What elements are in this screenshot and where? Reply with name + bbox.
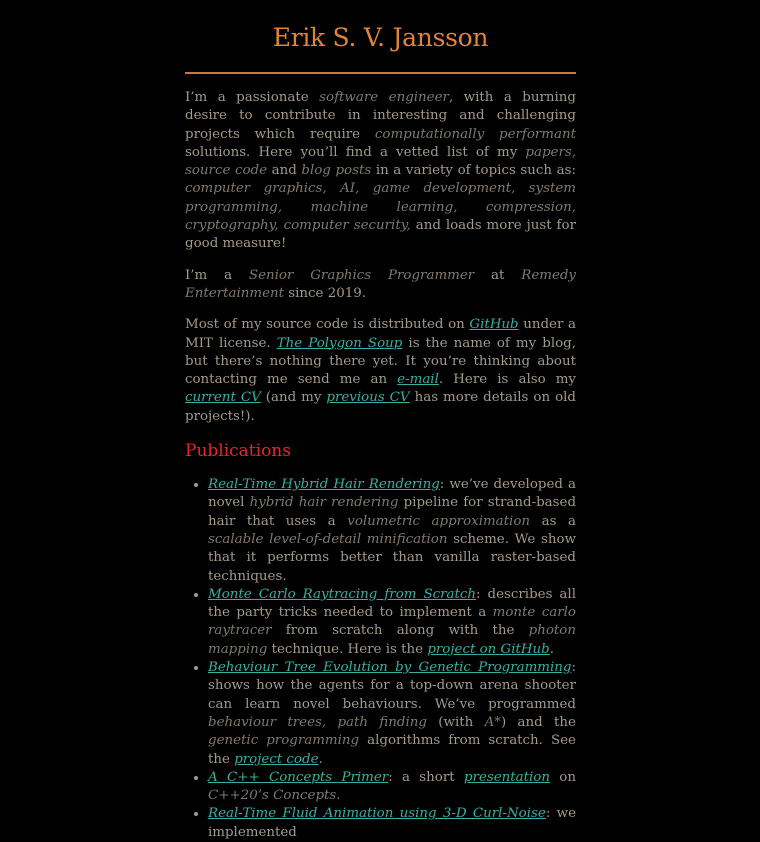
text-span: : we’ve developed a novel xyxy=(208,477,576,511)
text-span: : describes all the party tricks needed to implement a xyxy=(208,586,576,621)
emphasis: monte carlo raytracer xyxy=(208,605,576,639)
text-span: at xyxy=(474,267,522,283)
text-span: scheme. We show that it performs better than vanilla raster-based techniques. xyxy=(208,531,577,584)
emphasis: C++20’s Concepts. xyxy=(208,788,341,804)
text-span: has more details on old projects!). xyxy=(185,390,577,424)
emphasis-computationally-performant: computationally performant xyxy=(374,126,576,142)
list-item xyxy=(208,659,576,769)
text-span: : a short xyxy=(388,769,464,785)
text-span: I’m a passionate xyxy=(185,90,320,105)
emphasis-topics: computer graphics, AI, game development, system programming, machine learning, compression, cryptography, computer security, xyxy=(185,181,576,234)
emphasis-job-title: Senior Graphics Programmer xyxy=(248,267,475,283)
list-item xyxy=(208,586,576,659)
presentation-link[interactable]: presentation xyxy=(463,769,550,785)
page-title: Erik S. V. Jansson xyxy=(272,23,489,52)
raytracing-link[interactable]: Monte Carlo Raytracing from Scratch xyxy=(208,586,477,602)
text-span: (and my xyxy=(260,390,327,406)
publications-list xyxy=(185,476,576,842)
text-span: as a xyxy=(530,513,577,529)
github-link[interactable]: GitHub xyxy=(469,317,519,333)
raytracing-github-link[interactable]: project on GitHub xyxy=(427,641,550,657)
text-span: I’m a xyxy=(185,267,249,283)
emphasis: photon mapping xyxy=(208,623,576,657)
text-span: Most of my source code is distributed on xyxy=(185,317,470,333)
publications-heading: Publications xyxy=(185,441,291,462)
list-item xyxy=(208,476,576,586)
page-content xyxy=(185,0,576,842)
text-span: under a MIT license. xyxy=(185,317,576,351)
concepts-primer-link[interactable]: A C++ Concepts Primer xyxy=(208,769,389,785)
emphasis: volumetric approximation xyxy=(347,513,531,529)
text-span: solutions. Here you’ll find a vetted list of my xyxy=(185,144,526,160)
text-span: since 2019. xyxy=(284,285,367,301)
emphasis: genetic programming xyxy=(208,733,360,749)
text-span: algorithms from scratch. See the xyxy=(208,733,576,767)
emphasis-software-engineer: software engineer xyxy=(319,90,449,105)
emphasis-papers-source-code: papers, source code xyxy=(185,144,576,179)
emphasis-blog-posts: blog posts xyxy=(301,163,372,179)
text-span: in a variety of topics such as: xyxy=(371,163,576,179)
emphasis: A* xyxy=(484,714,501,730)
emphasis-employer: Remedy Entertainment xyxy=(185,267,576,301)
email-link[interactable]: e-mail xyxy=(397,372,439,388)
hair-rendering-link[interactable]: Real-Time Hybrid Hair Rendering xyxy=(208,477,440,493)
previous-cv-link[interactable]: previous CV xyxy=(326,390,410,406)
text-span: technique. Here is the xyxy=(267,641,428,657)
text-span: pipeline for strand-based hair that uses a xyxy=(208,495,577,529)
intro-paragraph xyxy=(185,89,576,254)
text-span: on xyxy=(550,769,576,785)
job-paragraph xyxy=(185,267,576,304)
text-span: : we implemented xyxy=(208,806,577,840)
emphasis: scalable level-of-detail minification xyxy=(208,531,448,547)
text-span: . Here is also my xyxy=(438,372,577,388)
text-span: , with a burning desire to contribute in interesting and challenging projects which require xyxy=(185,90,576,142)
text-span: . xyxy=(318,751,323,767)
emphasis: hybrid hair rendering xyxy=(249,495,399,511)
text-span: (with xyxy=(426,714,485,730)
text-span: ) and the xyxy=(500,714,576,730)
behaviour-tree-code-link[interactable]: project code xyxy=(234,751,319,767)
text-span: : shows how the agents for a top-down arena shooter can learn novel behaviours. We’ve programmed xyxy=(208,660,576,712)
list-item xyxy=(208,769,576,806)
title-divider xyxy=(185,72,576,74)
links-paragraph xyxy=(185,316,576,426)
current-cv-link[interactable]: current CV xyxy=(185,390,261,406)
list-item xyxy=(208,805,576,842)
emphasis: behaviour trees, path finding xyxy=(208,714,427,730)
blog-link[interactable]: The Polygon Soup xyxy=(276,335,403,351)
behaviour-tree-link[interactable]: Behaviour Tree Evolution by Genetic Programming xyxy=(208,660,572,676)
text-span: is the name of my blog, but there’s nothing there yet. It you’re thinking about contacting me send me an xyxy=(185,335,576,388)
curl-noise-link[interactable]: Real-Time Fluid Animation using 3-D Curl-Noise xyxy=(208,806,546,822)
text-span: and loads more just for good measure! xyxy=(185,218,576,252)
text-span: from scratch along with the xyxy=(271,623,529,639)
text-span: and xyxy=(267,163,302,179)
text-span: . xyxy=(549,641,555,657)
